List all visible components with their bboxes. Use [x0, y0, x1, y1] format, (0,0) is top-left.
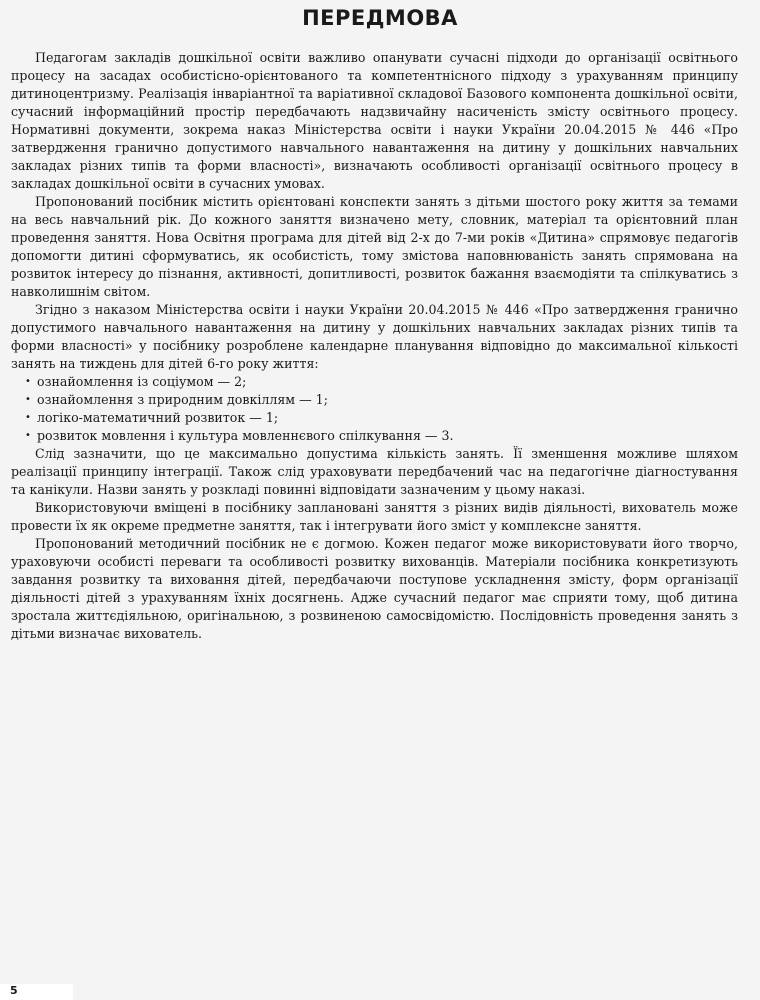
list-item-text: ознайомлення із соціумом — 2;: [37, 374, 247, 389]
lessons-per-week-list: [11, 373, 738, 445]
list-item: [11, 391, 738, 409]
list-item: [11, 427, 738, 445]
bullet-icon: •: [25, 412, 31, 423]
preface-body: [11, 49, 738, 643]
paragraph-manual-contents: Пропонований посібник містить орієнтовані конспекти занять з дітьми шостого року життя за темами на весь навчальний рік. До кожного заняття визначено мету, словник, матеріал та орієнтовний план проведення заняття. Нова Освітня програма для дітей від 2-х до 7-ми років «Дитина» спрямовує педагогів допомогти дитині сформуватись, як особистість, тому змістова наповнюваність занять спрямована на розвиток інтересу до пізнання, активності, допитливості, розвиток бажання взаємодіяти та спілкуватись з навколишнім світом.: [11, 194, 738, 299]
list-item-text: розвиток мовлення і культура мовленнєвого спілкування — 3.: [37, 428, 454, 443]
bullet-icon: •: [25, 430, 31, 441]
page-title: ПЕРЕДМОВА: [302, 6, 458, 30]
paragraph-not-dogma: Пропонований методичний посібник не є догмою. Кожен педагог може використовувати його творчо, ураховуючи особисті переваги та особливості розвитку вихованців. Матеріали посібника конкретизують завдання розвитку та виховання дітей, передбачаючи поступове ускладнення змісту, форм організації діяльності дітей з урахуванням їхніх досягнень. Адже сучасний педагог має сприяти тому, щоб дитина зростала життєдіяльною, оригінальною, з розвиненою самосвідомістю. Послідовність проведення занять з дітьми визначає вихователь.: [11, 536, 738, 641]
list-item: [11, 409, 738, 427]
paragraph-max-lessons-note: Слід зазначити, що це максимально допустима кількість занять. Її зменшення можливе шляхом реалізації принципу інтеграції. Також слід ураховувати передбачений час на педагогічне діагностування та канікули. Назви занять у розкладі повинні відповідати зазначеним у цьому наказі.: [11, 446, 738, 497]
paragraph-order-reference: Згідно з наказом Міністерства освіти і науки України 20.04.2015 № 446 «Про затвердження гранично допустимого навчального навантаження на дитину у дошкільних навчальних закладах різних типів та форми власності» у посібнику розроблене календарне планування відповідно до максимальної кількості занять на тиждень для дітей 6-го року життя:: [11, 302, 738, 371]
list-item-text: ознайомлення з природним довкіллям — 1;: [37, 392, 328, 407]
page-number: 5: [10, 984, 18, 997]
bullet-icon: •: [25, 394, 31, 405]
paragraph-usage: Використовуючи вміщені в посібнику заплановані заняття з різних видів діяльності, вихователь може провести їх як окреме предметне заняття, так і інтегрувати його зміст у комплексне заняття.: [11, 500, 738, 533]
list-item: [11, 373, 738, 391]
bullet-icon: •: [25, 376, 31, 387]
paragraph-intro: Педагогам закладів дошкільної освіти важливо опанувати сучасні підходи до організації освітнього процесу на засадах особистісно-орієнтованого та компетентнісного підходу з урахуванням принципу дитиноцентризму. Реалізація інваріантної та варіативної складової Базового компонента дошкільної освіти, сучасний інформаційний простір передбачають надзвичайну насиченість змісту освітнього процесу. Нормативні документи, зокрема наказ Міністерства освіти і науки України 20.04.2015 № 446 «Про затвердження гранично допустимого навчального навантаження на дитину у дошкільних навчальних закладах різних типів та форми власності», визначають особливості організації освітнього процесу в закладах дошкільної освіти в сучасних умовах.: [11, 50, 738, 191]
list-item-text: логіко-математичний розвиток — 1;: [37, 410, 279, 425]
